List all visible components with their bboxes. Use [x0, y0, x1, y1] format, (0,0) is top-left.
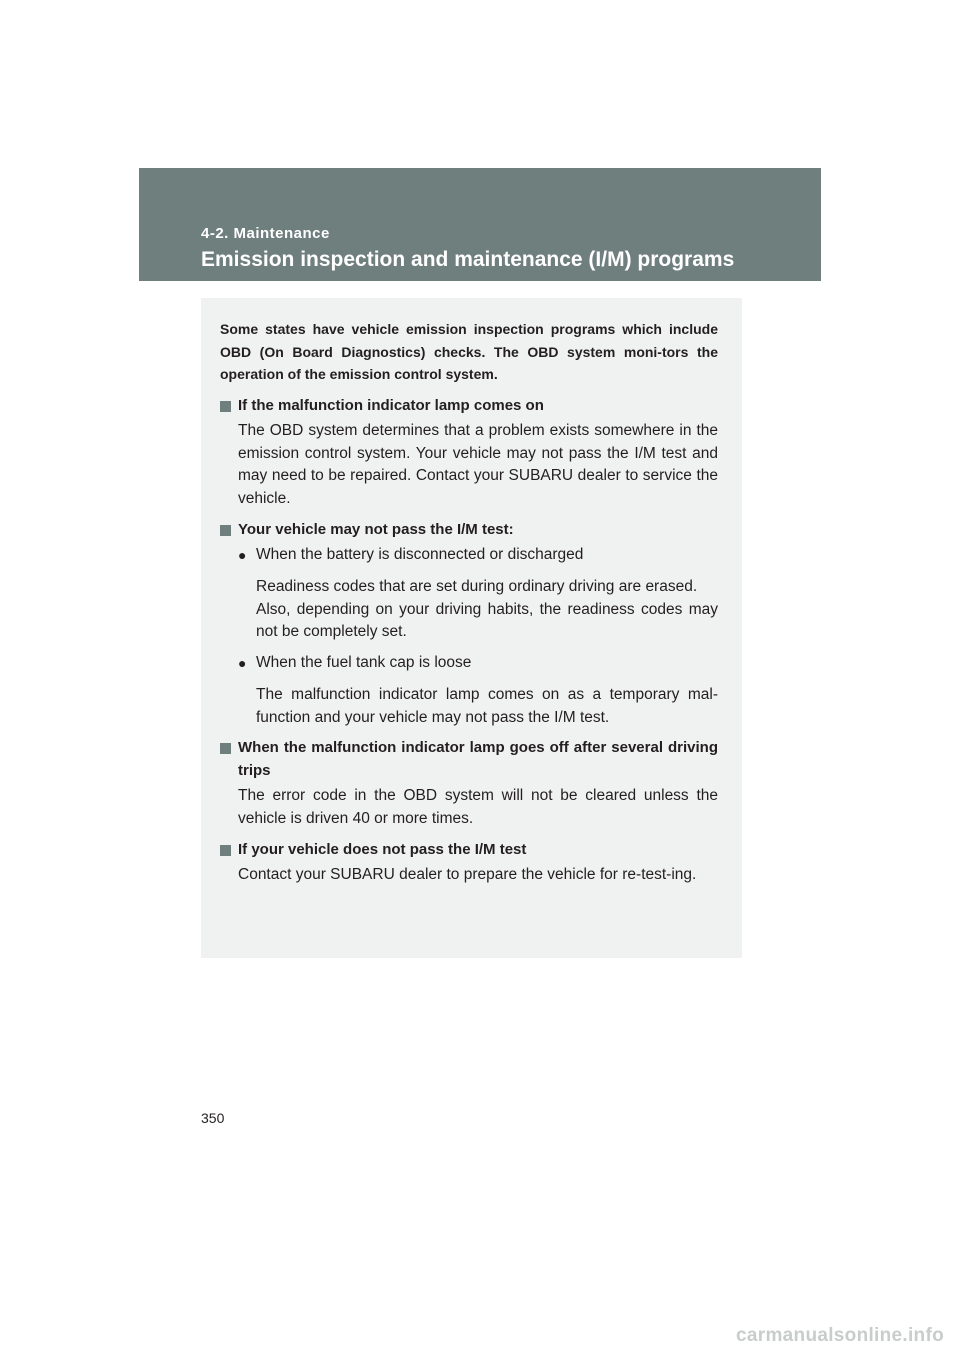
content-panel-inner [220, 318, 718, 895]
section-label: 4-2. Maintenance [201, 225, 330, 242]
item-heading [220, 519, 718, 542]
square-bullet-icon [220, 525, 231, 536]
item-heading [220, 737, 718, 782]
sub-item-heading-text: When the fuel tank cap is loose [256, 654, 472, 672]
item-heading-text: If the malfunction indicator lamp comes on [238, 396, 544, 414]
square-bullet-icon [220, 401, 231, 412]
circle-bullet-icon: ● [238, 547, 247, 564]
item-body: The error code in the OBD system will not be cleared unless the vehicle is driven 40 or more times. [238, 787, 718, 827]
list-item [220, 519, 718, 729]
list-item [220, 839, 718, 887]
circle-bullet-icon: ● [238, 655, 247, 672]
sub-item-heading [220, 544, 718, 567]
intro-text: Some states have vehicle emission inspection programs which include OBD (On Board Diagnostics) checks. The OBD system moni-tors the operation of the emission control system. [220, 321, 718, 382]
list-item [220, 737, 718, 830]
sub-item-body-paragraph: Readiness codes that are set during ordinary driving are erased. [256, 578, 698, 596]
sub-item-heading [220, 652, 718, 675]
item-heading [220, 839, 718, 862]
item-heading-text: If your vehicle does not pass the I/M test [238, 840, 527, 858]
square-bullet-icon [220, 743, 231, 754]
section-header [139, 168, 821, 281]
content-panel [201, 298, 742, 958]
sub-item-body [220, 576, 718, 644]
sub-item-body: The malfunction indicator lamp comes on as a temporary mal-function and your vehicle may not pass the I/M test. [256, 685, 718, 726]
page-number: 350 [201, 1110, 225, 1126]
sub-item [220, 544, 718, 644]
sub-item-body-paragraph: Also, depending on your driving habits, the readiness codes may not be completely set. [256, 600, 718, 641]
item-heading-text: Your vehicle may not pass the I/M test: [238, 520, 514, 538]
sub-item [220, 652, 718, 729]
item-heading [220, 395, 718, 418]
page-title: Emission inspection and maintenance (I/M) programs [201, 248, 735, 271]
item-body: Contact your SUBARU dealer to prepare the vehicle for re-test-ing. [238, 866, 697, 884]
item-body: The OBD system determines that a problem exists somewhere in the emission control system. Your vehicle may not pass the I/M test and may need to be repaired. Contact your SUBARU dealer to service the vehicle. [238, 422, 718, 508]
item-heading-text: When the malfunction indicator lamp goes off after several driving trips [238, 739, 718, 779]
watermark: carmanualsonline.info [736, 1325, 944, 1346]
sub-item-heading-text: When the battery is disconnected or discharged [256, 546, 584, 564]
square-bullet-icon [220, 845, 231, 856]
list-item [220, 395, 718, 511]
